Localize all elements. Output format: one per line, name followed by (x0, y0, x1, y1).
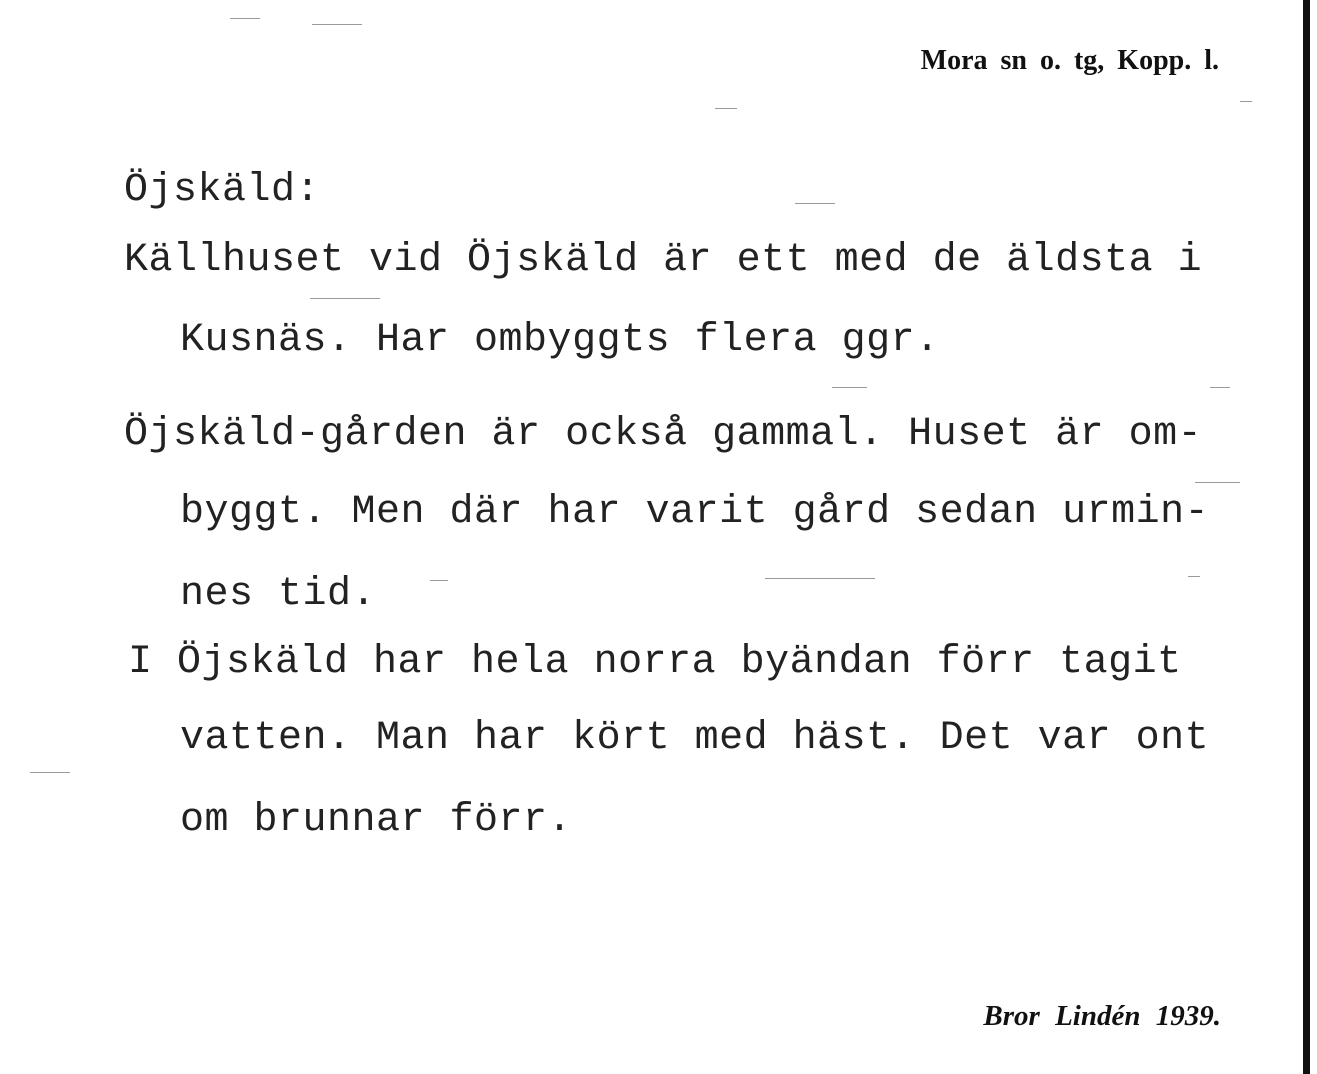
record-line: Källhuset vid Öjskäld är ett med de äldsta i (124, 238, 1203, 283)
record-line: byggt. Men där har varit gård sedan urmin- (180, 490, 1210, 535)
card-edge-line (1303, 0, 1310, 1074)
scan-speck (1210, 387, 1230, 388)
record-line: Kusnäs. Har ombyggts flera ggr. (180, 318, 940, 363)
scan-speck (765, 578, 875, 579)
scan-speck (795, 203, 835, 204)
scan-speck (715, 108, 737, 109)
scan-speck (310, 298, 380, 299)
record-line: nes tid. (180, 572, 377, 617)
scan-speck (1240, 101, 1252, 102)
scan-speck (1188, 576, 1200, 577)
scan-speck (430, 580, 448, 581)
record-line: om brunnar förr. (180, 798, 573, 843)
location-header: Mora sn o. tg, Kopp. l. (920, 45, 1219, 76)
scan-speck (1195, 482, 1240, 483)
record-line: I Öjskäld har hela norra byändan förr tagit (128, 640, 1182, 685)
record-line: Öjskäld-gården är också gammal. Huset är om- (124, 412, 1203, 457)
author-signature: Bror Lindén 1939. (983, 1000, 1221, 1032)
record-heading: Öjskäld: (124, 168, 321, 213)
scan-speck (30, 772, 70, 773)
scan-speck (312, 24, 362, 25)
scan-speck (832, 387, 867, 388)
scan-speck (230, 18, 260, 19)
record-line: vatten. Man har kört med häst. Det var ont (180, 716, 1210, 761)
